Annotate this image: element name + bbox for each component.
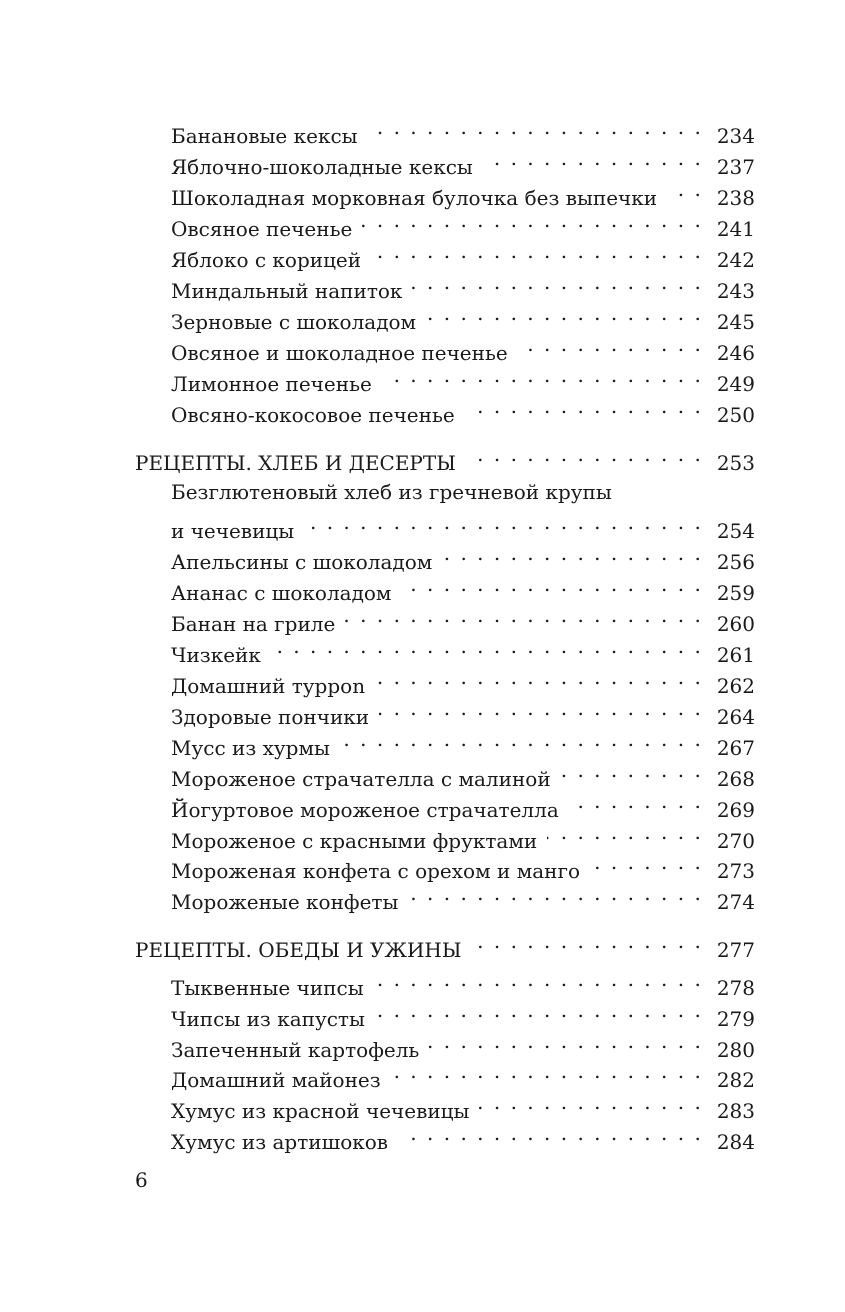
toc-entry-title: Запеченный картофель <box>171 1038 420 1062</box>
toc-entry <box>171 600 755 636</box>
dot-leader <box>375 662 703 693</box>
dot-leader <box>518 329 703 360</box>
toc-entry-page: 267 <box>716 736 755 760</box>
toc-entry-title: Банан на гриле <box>171 612 336 636</box>
toc-entry-page: 260 <box>716 612 755 636</box>
dot-leader <box>426 298 703 329</box>
toc-entry <box>171 693 755 729</box>
toc-entry <box>171 755 755 791</box>
toc-entry-page: 280 <box>716 1038 755 1062</box>
dot-leader <box>472 926 703 957</box>
toc-entry <box>171 205 755 241</box>
toc-entry-page: 264 <box>716 705 755 729</box>
toc-entry-title: Мороженое страчателла с малиной <box>171 767 551 791</box>
toc-section-title: РЕЦЕПТЫ. ХЛЕБ И ДЕСЕРТЫ <box>135 451 456 475</box>
toc-entry-title: Чипсы из капусты <box>171 1007 365 1031</box>
toc-entry-title: Тыквенные чипсы <box>171 976 364 1000</box>
toc-entry-page: 241 <box>716 217 755 241</box>
dot-leader <box>371 236 703 267</box>
toc-entry-page: 249 <box>716 372 755 396</box>
toc-entry-page: 262 <box>716 674 755 698</box>
toc-entry-page: 259 <box>716 581 755 605</box>
toc-entry-page: 256 <box>716 550 755 574</box>
toc-entry-page: 245 <box>716 310 755 334</box>
toc-entry-title: Чизкейк <box>171 643 261 667</box>
toc-entry-page: 238 <box>716 186 755 210</box>
toc-entry-page: 284 <box>716 1130 755 1154</box>
toc-entry <box>171 538 755 574</box>
toc-entry <box>171 786 755 822</box>
dot-leader <box>547 817 703 848</box>
toc-entry <box>171 298 755 334</box>
dot-leader <box>483 143 703 174</box>
toc-entry <box>171 662 755 698</box>
toc-entry <box>171 631 755 667</box>
toc-entry-title: Яблоко с корицей <box>171 248 362 272</box>
toc-entry-page: 283 <box>716 1099 755 1123</box>
toc-entry-page: 278 <box>716 976 755 1000</box>
toc-entry <box>171 329 755 365</box>
toc-entry-title: Мусс из хурмы <box>171 736 330 760</box>
toc-entry-page: 274 <box>716 890 755 914</box>
toc-entry-page: 237 <box>716 155 755 179</box>
toc-entry-title: Зерновые с шоколадом <box>171 310 417 334</box>
toc-section-heading <box>135 439 755 475</box>
toc-entry-title: Овсяное печенье <box>171 217 353 241</box>
toc-entry <box>171 1118 755 1154</box>
toc-entry-title: Шоколадная морковная булочка без выпечки <box>171 186 658 210</box>
toc-entry-page: 269 <box>716 798 755 822</box>
toc-section-page: 253 <box>716 451 755 475</box>
dot-leader <box>402 569 703 600</box>
toc-entry <box>171 817 755 853</box>
toc-entry-title: Миндальный напиток <box>171 279 403 303</box>
toc-entry <box>171 360 755 396</box>
dot-leader <box>569 786 703 817</box>
dot-leader <box>375 995 703 1026</box>
toc-entry-page: 246 <box>716 341 755 365</box>
toc-entry-page: 273 <box>716 859 755 883</box>
toc-entry-page: 270 <box>716 829 755 853</box>
toc-entry-page: 268 <box>716 767 755 791</box>
toc-entry-title: Здоровые пончики <box>171 705 370 729</box>
toc-entry <box>171 995 755 1031</box>
toc-entry-page: 279 <box>716 1007 755 1031</box>
dot-leader <box>398 1118 703 1149</box>
dot-leader <box>479 1087 702 1118</box>
toc-entry <box>171 391 755 427</box>
dot-leader <box>412 267 702 298</box>
toc-entry-title: Домашний майонез <box>171 1068 381 1092</box>
toc-entry-title: Апельсины с шоколадом <box>171 550 433 574</box>
toc-entry-page: 261 <box>716 643 755 667</box>
toc-entry-page: 250 <box>716 403 755 427</box>
dot-leader <box>561 755 703 786</box>
toc-entry <box>171 1087 755 1123</box>
toc-entry-title: Хумус из красной чечевицы <box>171 1099 470 1123</box>
toc-entry-page: 242 <box>716 248 755 272</box>
dot-leader <box>382 360 703 391</box>
toc-entry-title: Йогуртовое мороженое страчателла <box>171 798 559 822</box>
toc-entry-title: Мороженые конфеты <box>171 890 399 914</box>
dot-leader <box>429 1026 703 1057</box>
dot-leader <box>368 112 703 143</box>
toc-entry-title: Домашний турроn <box>171 674 366 698</box>
dot-leader <box>340 724 703 755</box>
toc-entry-title: и чечевицы <box>171 519 295 543</box>
toc-entry <box>171 878 755 914</box>
toc-entry-first-line <box>171 477 755 508</box>
toc-entry <box>171 964 755 1000</box>
toc-entry-title: Мороженая конфета с орехом и манго <box>171 859 581 883</box>
toc-entry-page: 282 <box>716 1068 755 1092</box>
dot-leader <box>408 878 702 909</box>
dot-leader <box>391 1056 703 1087</box>
toc-entry <box>171 174 755 210</box>
page-number: 6 <box>135 1168 148 1192</box>
toc-entry <box>171 569 755 605</box>
dot-leader <box>271 631 703 662</box>
dot-leader <box>362 205 702 236</box>
dot-leader <box>590 847 703 878</box>
dot-leader <box>442 538 702 569</box>
toc-entry-title: Банановые кексы <box>171 124 358 148</box>
toc-entry-page: 234 <box>716 124 755 148</box>
toc-entry-title: Хумус из артишоков <box>171 1130 389 1154</box>
toc-entry-page: 254 <box>716 519 755 543</box>
toc-entry-title: Ананас с шоколадом <box>171 581 392 605</box>
toc-entry <box>171 267 755 303</box>
dot-leader <box>667 174 703 205</box>
toc-entry <box>171 507 755 543</box>
toc-entry <box>171 143 755 179</box>
dot-leader <box>345 600 702 631</box>
toc-entry <box>171 236 755 272</box>
dot-leader <box>374 964 703 995</box>
toc-section-heading <box>135 926 755 962</box>
toc-entry <box>171 1056 755 1092</box>
toc-entry-title: Овсяно-кокосовое печенье <box>171 403 455 427</box>
toc-entry-title: Овсяное и шоколадное печенье <box>171 341 508 365</box>
dot-leader <box>466 439 703 470</box>
dot-leader <box>304 507 703 538</box>
toc-entry <box>171 847 755 883</box>
toc-entry-title: Безглютеновый хлеб из гречневой крупы <box>171 480 612 504</box>
toc-entry <box>171 1026 755 1062</box>
dot-leader <box>379 693 703 724</box>
toc-entry-title: Лимонное печенье <box>171 372 372 396</box>
toc-entry <box>171 724 755 760</box>
toc-section-title: РЕЦЕПТЫ. ОБЕДЫ И УЖИНЫ <box>135 938 462 962</box>
toc-entry-title: Яблочно-шоколадные кексы <box>171 155 473 179</box>
toc-entry-page: 243 <box>716 279 755 303</box>
dot-leader <box>465 391 703 422</box>
toc-entry-title: Мороженое с красными фруктами <box>171 829 538 853</box>
toc-entry <box>171 112 755 148</box>
toc-section-page: 277 <box>716 938 755 962</box>
